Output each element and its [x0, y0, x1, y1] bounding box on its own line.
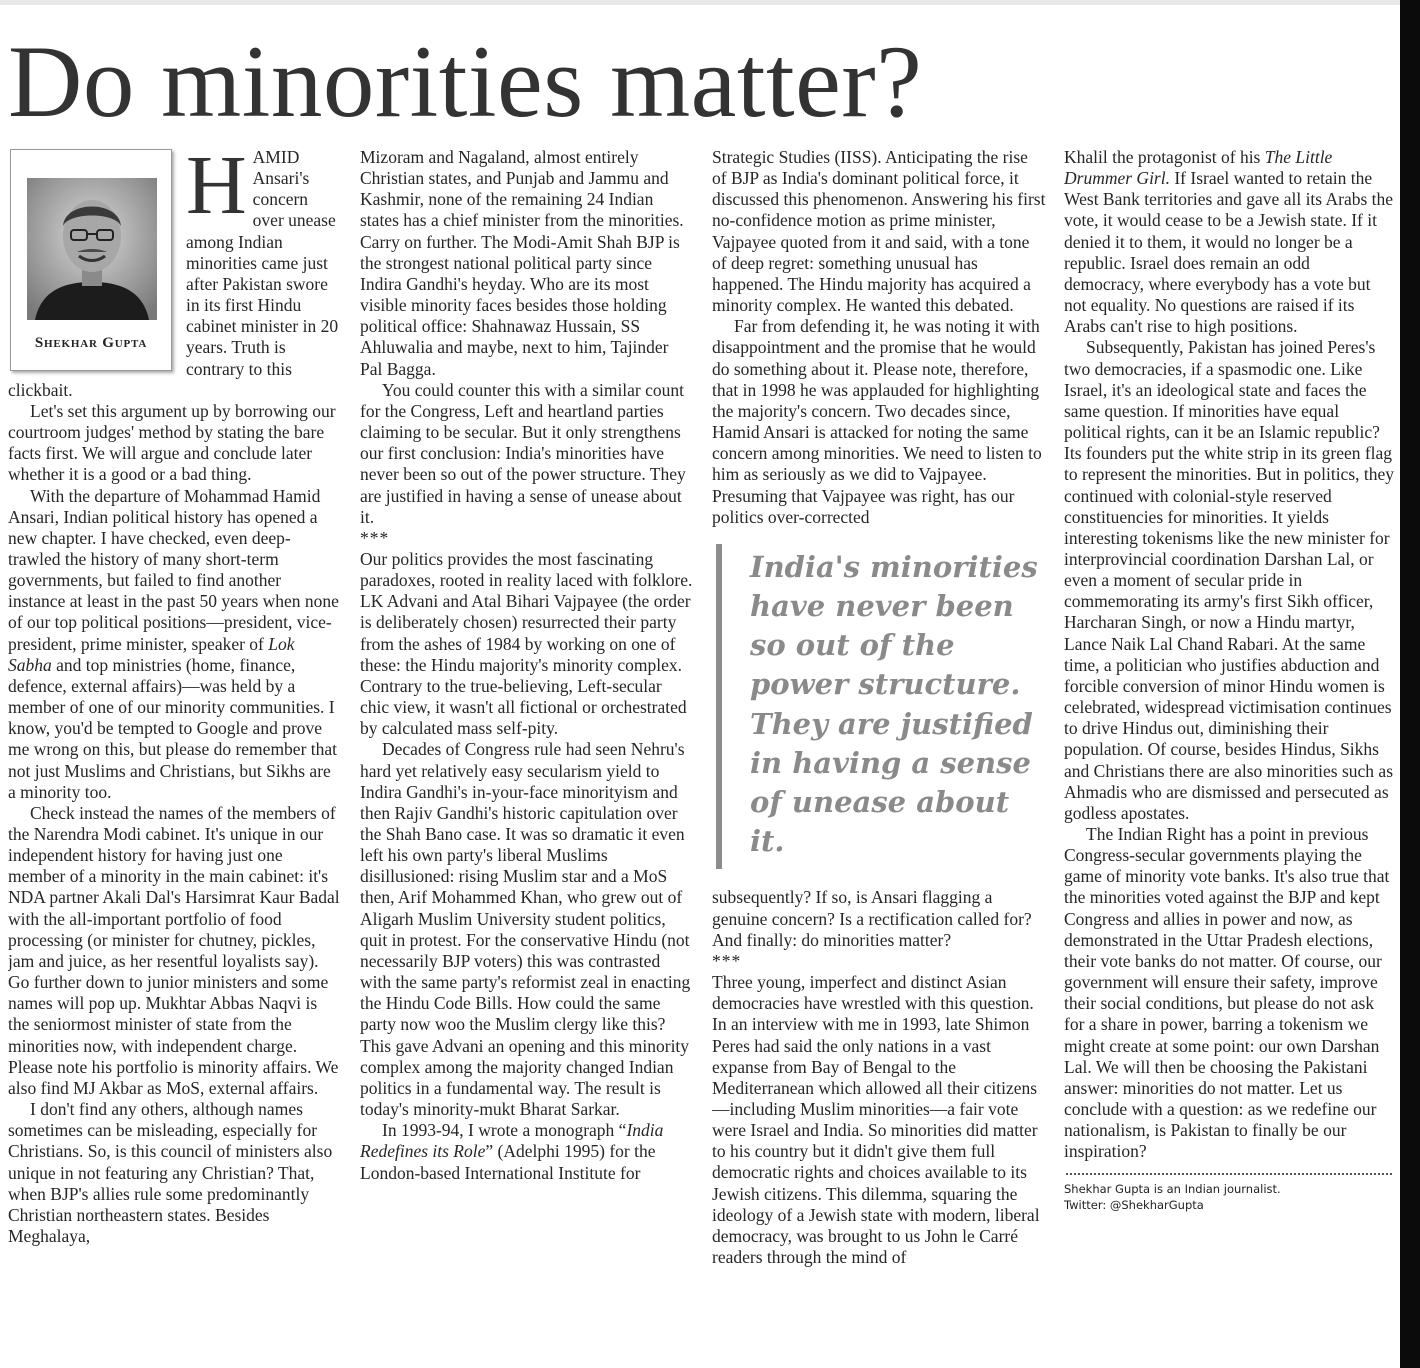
- paragraph: subsequently? If so, is Ansari flagging a genuine concern? Is a rectification called for? And finally: do minorities matter?: [712, 887, 1032, 950]
- emphasis-text: India Redefines its Role: [360, 1120, 664, 1162]
- paragraph-text: AMID Ansari's concern over unease among Indian minorities came just after Pakistan swore in its first Hindu cabinet minister in 20 years. Truth is contrary to this clickbait.: [8, 147, 339, 400]
- emphasis-text: The Little Drummer Girl.: [1064, 147, 1333, 189]
- paragraph: Strategic Studies (IISS). Anticipating the rise of BJP as India's dominant political force, it discussed this phenomenon. Answering his first no-confidence motion as prime minister, Vajpayee quoted from it and said, with a tone of deep regret: something unusual has happened. The Hindu majority has acquired a minority complex. He wanted this debated.: [712, 147, 1046, 316]
- article-column-1: [8, 147, 340, 1368]
- paragraph: Our politics provides the most fascinating paradoxes, rooted in reality laced with folklore. LK Advani and Atal Bihari Vajpayee (the order is deliberately chosen) resurrected their party from the ashes of 1984 by working on one of these: the Hindu majority's minority complex. Contrary to the true-believing, Left-secular chic view, it wasn't all fictional or orchestrated by calculated mass self-pity.: [360, 548, 693, 739]
- paragraph: [360, 1120, 694, 1183]
- paragraph: Check instead the names of the members of the Narendra Modi cabinet. It's unique in our independent history for having just one member of a minority in the main cabinet: it's NDA partner Akali Dal's Harsimrat Kaur Badal with the all-important portfolio of food processing (or minister for chutney, pickles, jam and juice, as her resentful loyalists say). Go further down to junior ministers and some names will pop up. Mukhtar Abbas Naqvi is the seniormost minister of state from the minorities now, with independent charge. Please note his portfolio is minority affairs. We also find MJ Akbar as MoS, external affairs.: [8, 802, 340, 1098]
- paragraph-text: In 1993-94, I wrote a monograph “: [382, 1120, 627, 1141]
- author-note: Shekhar Gupta is an Indian journalist.: [1064, 1181, 1281, 1196]
- headline: Do minorities matter?: [8, 25, 923, 139]
- paragraph-text: and top ministries (home, finance, defence, external affairs)—was held by a member of one of our minority communities. I know, you'd be tempted to Google and prove me wrong on this, but please do remember that not just Muslims and Christians, but Sikhs are a minority too.: [8, 654, 338, 802]
- article-column-4: [1064, 147, 1394, 1368]
- paragraph: Far from defending it, he was noting it with disappointment and the promise that he would do something about it. Please note, therefore, that in 1998 he was applauded for highlighting the majority's concern. Two decades since, Hamid Ansari is attacked for noting the same concern among minorities. We need to listen to him as seriously as we did to Vajpayee. Presuming that Vajpayee was right, has our politics over-corrected: [712, 316, 1042, 527]
- author-photo-box: [10, 149, 172, 371]
- paragraph-text: ” (Adelphi 1995) for the London-based International Institute for: [360, 1141, 656, 1183]
- pull-quote: India's minorities have never been so out of the power structure. They are justified in having a sense of unease about it.: [716, 544, 1046, 870]
- paragraph-text: If Israel wanted to retain the West Bank territories and gave all its Arabs the vote, it would cease to be a Jewish state. If it denied it to them, it would no longer be a republic. Israel does remain an odd democracy, where everybody has a vote but not equality. No questions are raised if its Arabs can't rise to high positions.: [1064, 168, 1394, 337]
- paragraph-text: Khalil the protagonist of his: [1064, 147, 1265, 167]
- article-column-3: [712, 147, 1046, 1368]
- article-column-2: [360, 147, 694, 1368]
- paragraph: The Indian Right has a point in previous Congress-secular governments playing the game of minority vote banks. It's also true that the minorities voted against the BJP and kept Congress and allies in power and now, as demonstrated in the Uttar Pradesh elections, their vote banks do not matter. Of course, our government will ensure their safety, improve their social conditions, but please do not ask for a share in power, barring a tokenism we might create at some point: our own Darshan Lal. We will then be choosing the Pakistani answer: minorities do not matter. Let us conclude with a question: as we redefine our nationalism, is Pakistan to finally be our inspiration?: [1064, 824, 1390, 1162]
- section-break: ***: [360, 527, 390, 548]
- author-twitter: Twitter: @ShekharGupta: [1064, 1197, 1204, 1212]
- paragraph: Let's set this argument up by borrowing our courtroom judges' method by stating the bare facts first. We will argue and conclude later whether it is a good or a bad thing.: [8, 400, 336, 485]
- paragraph: You could counter this with a similar count for the Congress, Left and heartland parties claiming to be secular. But it only strengthens our first conclusion: India's minorities have never been so out of the power structure. They are justified in having a sense of unease about it.: [360, 379, 686, 527]
- paragraph: Decades of Congress rule had seen Nehru's hard yet relatively easy secularism yield to Indira Gandhi's in-your-face minorityism and then Rajiv Gandhi's historic capitulation over the Shah Bano case. It was so dramatic it even left his own party's liberal Muslims disillusioned: rising Muslim star and a MoS then, Arif Mohammed Khan, who grew out of Aligarh Muslim University student politics, quit in protest. For the conservative Hindu (not necessarily BJP voters) this was contrasted with the same party's reformist zeal in enacting the Hindu Code Bills. How could the same party now woo the Muslim clergy like this? This gave Advani an opening and this minority complex among the majority changed Indian politics in a fundamental way. The result is today's minority-mukt Bharat Sarkar.: [360, 739, 691, 1120]
- paragraph: Three young, imperfect and distinct Asian democracies have wrestled with this question. In an interview with me in 1993, late Shimon Peres had said the only nations in a vast expanse from Bay of Bengal to the Mediterranean which allowed all their citizens—including Muslim minorities—a fair vote were Israel and India. So minorities did matter to his country but it didn't give them full democratic rights and choices available to its Jewish citizens. This dilemma, squaring the ideology of a Jewish state with modern, liberal democracy, was brought to us John le Carré readers through the mind of: [712, 972, 1040, 1268]
- top-strip: [0, 0, 1400, 5]
- author-name: Shekhar Gupta: [34, 335, 148, 351]
- footer-divider: [1066, 1173, 1392, 1175]
- section-break: ***: [712, 950, 742, 971]
- paragraph-text: With the departure of Mohammad Hamid Ansari, Indian political history has opened a new chapter. I have checked, even deep-trawled the history of many short-term governments, but failed to find another instance at least in the past 50 years when none of our top political positions—president, vice-president, prime minister, speaker of: [8, 485, 339, 654]
- paragraph: Subsequently, Pakistan has joined Peres's two democracies, if a spasmodic one. Like Israel, it's an ideological state and faces the same question. If minorities have equal political rights, can it be an Islamic republic? Its founders put the white strip in its green flag to represent the minorities. But in politics, they continued with colonial-style reserved constituencies for minorities. It yields interesting tokenisms like the new minister for interprovincial coordination Darshan Lal, or even a moment of secular pride in commemorating its army's first Sikh officer, Harcharan Singh, or now a Hindu martyr, Lance Naik Lal Chand Rabari. At the same time, a politician who justifies abduction and forcible conversion of minor Hindu women is celebrated, widespread victimisation continues to drive Hindus out, diminishing their population. Of course, besides Hindus, Sikhs and Christians there are also minorities such as Ahmadis who are dismissed and persecuted as godless apostates.: [1064, 337, 1394, 823]
- author-portrait: [27, 178, 157, 320]
- paragraph: [8, 486, 340, 803]
- page-edge-bar: [1400, 0, 1420, 1368]
- paragraph: [1064, 147, 1394, 337]
- drop-cap: H: [186, 147, 247, 232]
- paragraph: Mizoram and Nagaland, almost entirely Christian states, and Punjab and Jammu and Kashmir, none of the remaining 24 Indian states has a chief minister from the minorities. Carry on further. The Modi-Amit Shah BJP is the strongest national political party since Indira Gandhi's heyday. Who are its most visible minority faces besides those holding political office: Shahnawaz Hussain, SS Ahluwalia and maybe, next to him, Tajinder Pal Bagga.: [360, 147, 684, 379]
- paragraph: I don't find any others, although names sometimes can be misleading, especially for Christians. So, is this council of ministers also unique in not featuring any Christian? That, when BJP's allies rule some predominantly Christian northeastern states. Besides Meghalaya,: [8, 1099, 333, 1246]
- emphasis-text: Lok Sabha: [8, 633, 295, 675]
